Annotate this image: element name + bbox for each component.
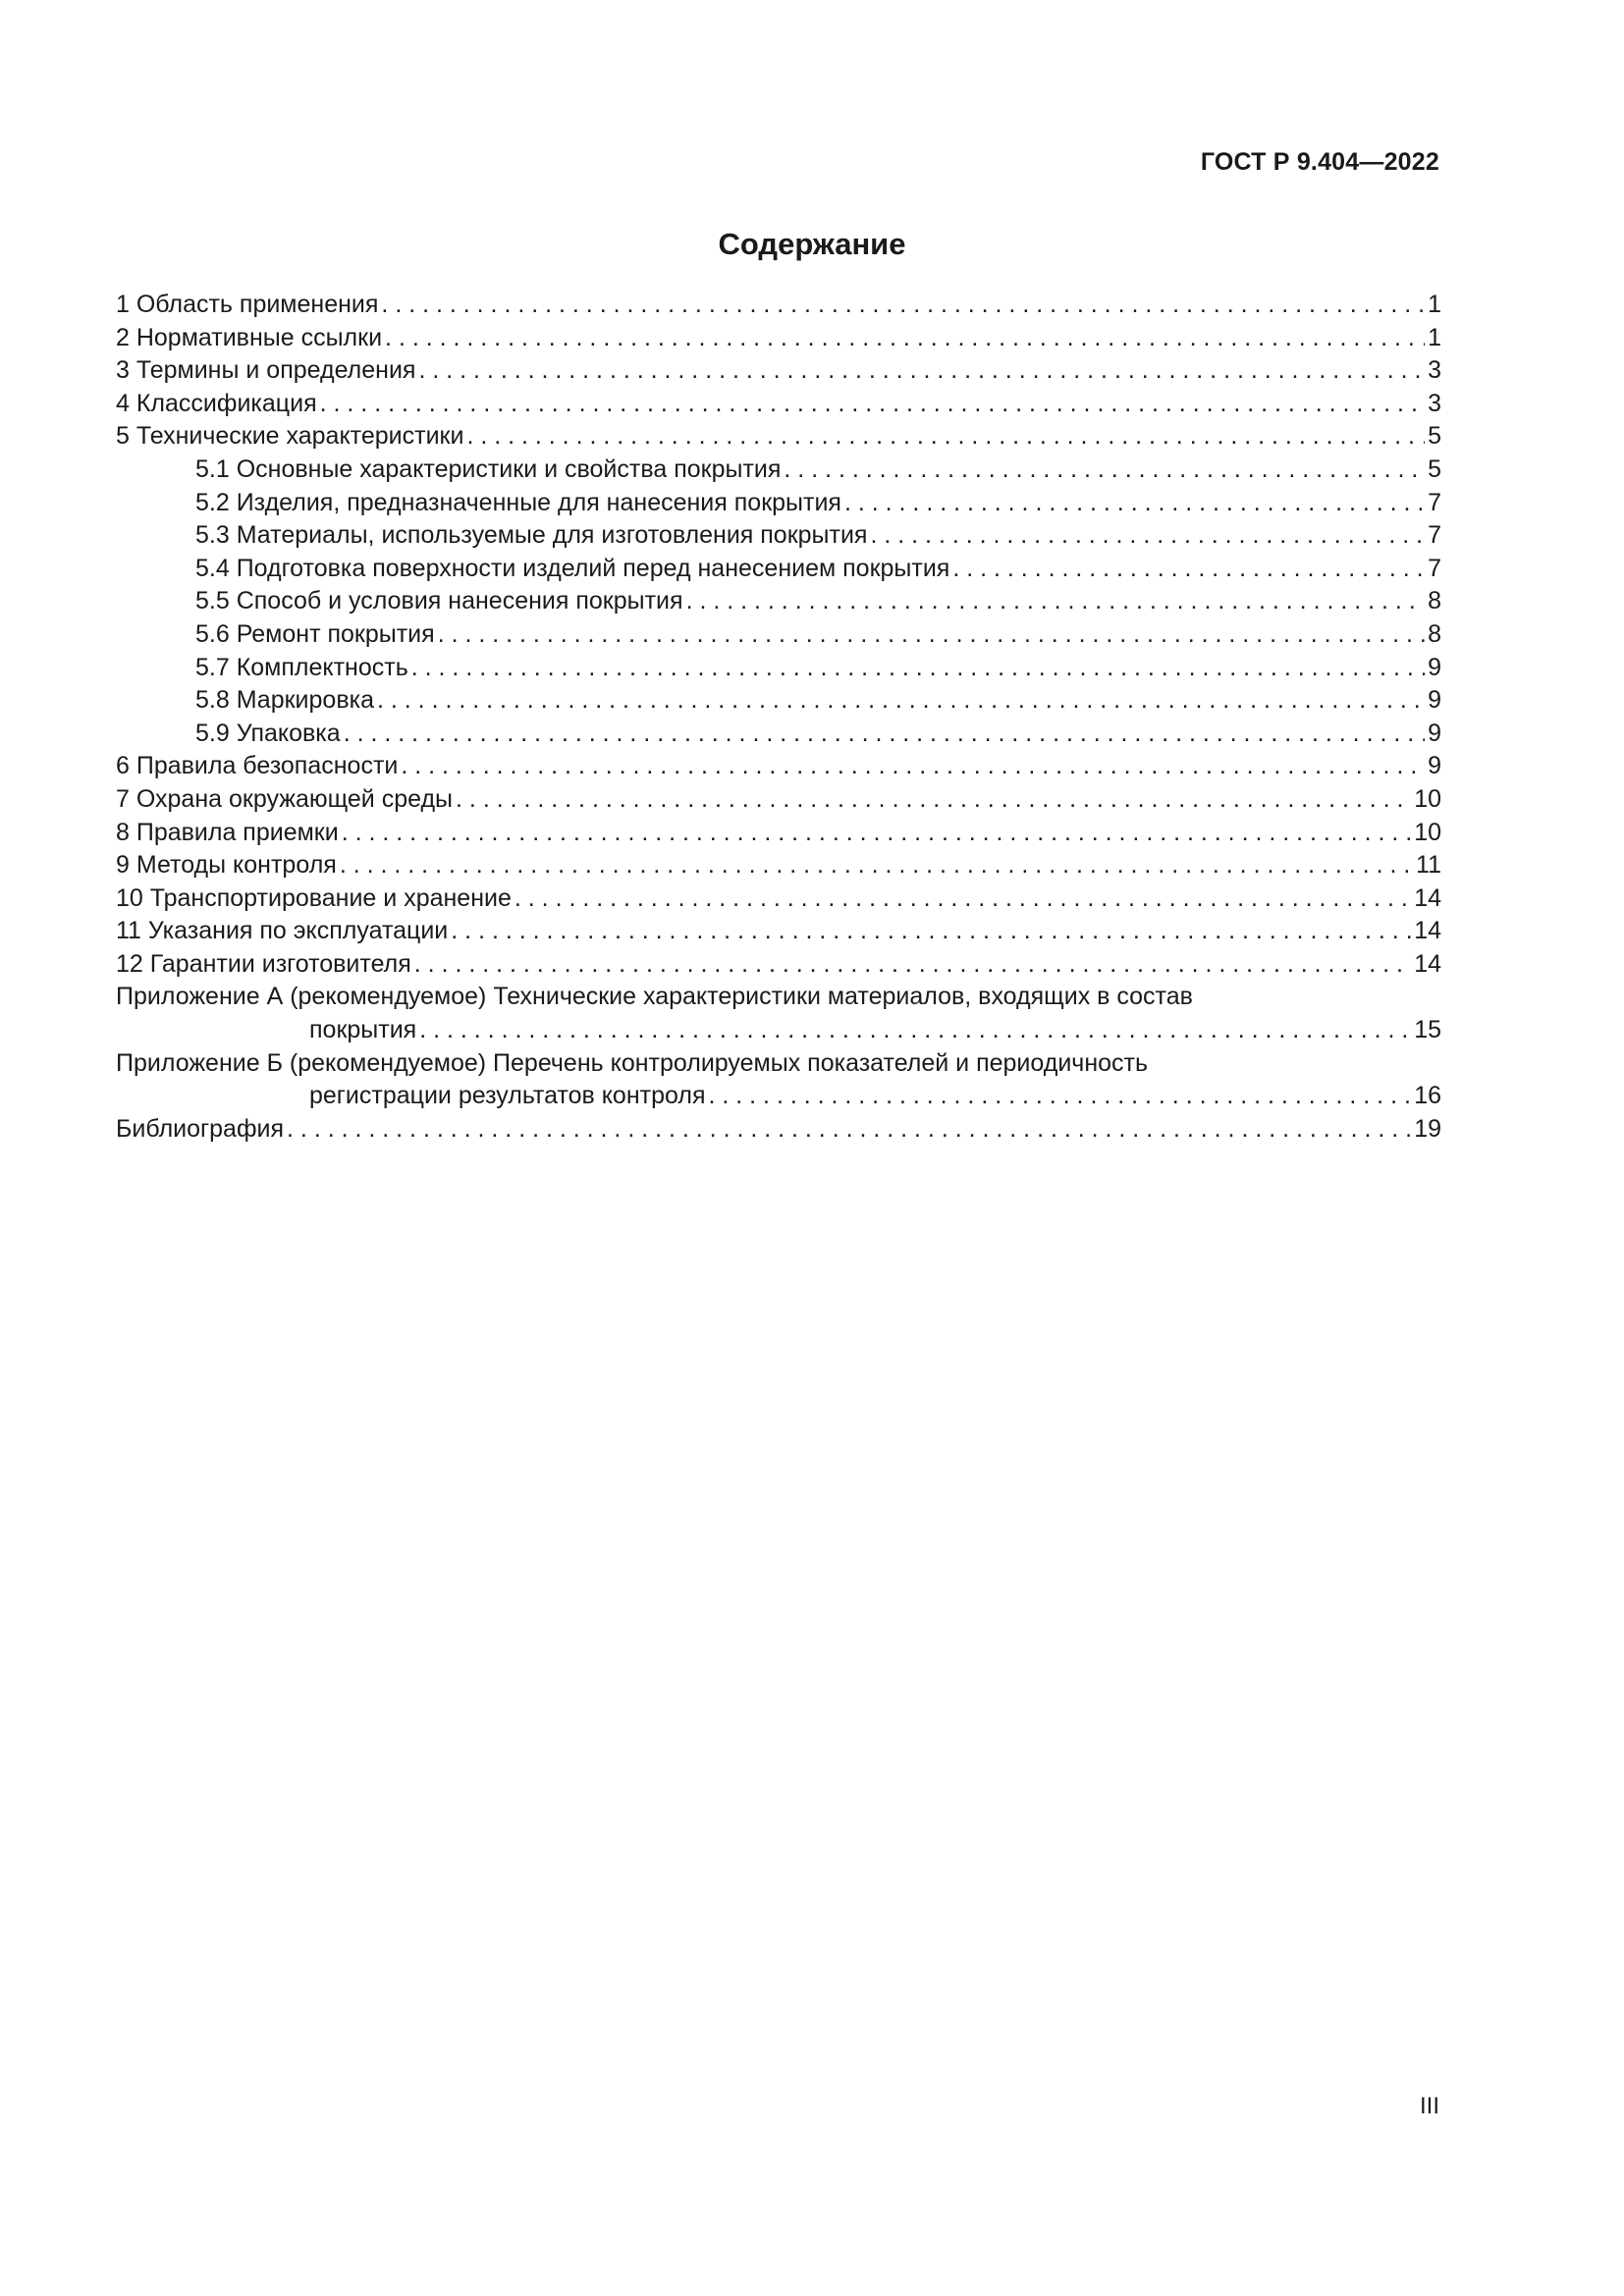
toc-entry-page: 7 bbox=[1428, 521, 1441, 550]
toc-entry-2[interactable] bbox=[116, 322, 1441, 355]
toc-entry-appendix-b[interactable] bbox=[116, 1047, 1441, 1113]
toc-entry-page: 11 bbox=[1416, 851, 1441, 880]
toc-entry-label: 8 Правила приемки bbox=[116, 818, 339, 846]
toc-entry-label: 5.4 Подготовка поверхности изделий перед нанесением покрытия bbox=[195, 554, 950, 582]
toc-entry-label: Приложение Б (рекомендуемое) Перечень контролируемых показателей и периодичность bbox=[116, 1048, 1149, 1077]
toc-entry-label-continued: регистрации результатов контроля bbox=[309, 1082, 706, 1110]
toc-entry-page: 3 bbox=[1428, 389, 1441, 417]
toc-entry-5-5[interactable] bbox=[116, 585, 1441, 618]
toc-entry-4[interactable] bbox=[116, 388, 1441, 421]
toc-entry-page: 1 bbox=[1428, 291, 1441, 318]
toc-entry-label-continued: покрытия bbox=[309, 1016, 417, 1044]
toc-entry-label: Библиография bbox=[116, 1114, 285, 1143]
toc-entry-6[interactable] bbox=[116, 750, 1441, 783]
toc-entry-label: 5 Технические характеристики bbox=[116, 422, 464, 451]
dot-leader bbox=[456, 783, 1411, 817]
toc-entry-label: 1 Область применения bbox=[116, 291, 379, 318]
dot-leader bbox=[514, 882, 1411, 916]
toc-entry-5-7[interactable] bbox=[116, 652, 1441, 685]
toc-entry-label: 5.5 Способ и условия нанесения покрытия bbox=[195, 587, 683, 615]
toc-entry-label: 11 Указания по эксплуатации bbox=[116, 917, 449, 945]
dot-leader bbox=[377, 684, 1425, 718]
toc-entry-label: 10 Транспортирование и хранение bbox=[116, 883, 512, 912]
dot-leader bbox=[340, 849, 1413, 882]
toc-entry-5-1[interactable] bbox=[116, 454, 1441, 487]
toc-entry-label: 2 Нормативные ссылки bbox=[116, 323, 383, 351]
toc-entry-page: 7 bbox=[1428, 488, 1441, 516]
toc-entry-10[interactable] bbox=[116, 882, 1441, 916]
dot-leader bbox=[466, 420, 1425, 454]
toc-entry-5-6[interactable] bbox=[116, 618, 1441, 652]
table-of-contents bbox=[116, 289, 1441, 1146]
toc-entry-page: 16 bbox=[1414, 1082, 1441, 1110]
toc-entry-page: 15 bbox=[1414, 1016, 1441, 1044]
toc-entry-5[interactable] bbox=[116, 420, 1441, 454]
dot-leader bbox=[784, 454, 1425, 487]
toc-entry-5-4[interactable] bbox=[116, 553, 1441, 586]
toc-entry-1[interactable] bbox=[116, 289, 1441, 322]
toc-entry-5-9[interactable] bbox=[116, 718, 1441, 751]
toc-entry-page: 5 bbox=[1428, 422, 1441, 451]
toc-entry-page: 9 bbox=[1428, 686, 1441, 715]
toc-entry-label: 5.8 Маркировка bbox=[195, 686, 374, 715]
toc-entry-page: 9 bbox=[1428, 719, 1441, 747]
toc-entry-page: 14 bbox=[1414, 917, 1441, 945]
dot-leader bbox=[438, 618, 1425, 652]
dot-leader bbox=[844, 487, 1425, 520]
dot-leader bbox=[401, 750, 1425, 783]
toc-entry-label: 5.6 Ремонт покрытия bbox=[195, 619, 435, 648]
toc-entry-page: 14 bbox=[1414, 949, 1441, 978]
dot-leader bbox=[381, 289, 1425, 322]
toc-entry-11[interactable] bbox=[116, 915, 1441, 948]
page-number: III bbox=[1419, 2093, 1439, 2119]
toc-entry-5-8[interactable] bbox=[116, 684, 1441, 718]
toc-entry-label: 4 Классификация bbox=[116, 389, 317, 417]
toc-entry-label: 5.3 Материалы, используемые для изготовления покрытия bbox=[195, 521, 868, 550]
toc-entry-page: 9 bbox=[1428, 752, 1441, 780]
toc-entry-3[interactable] bbox=[116, 354, 1441, 388]
toc-entry-page: 1 bbox=[1428, 323, 1441, 351]
dot-leader bbox=[411, 652, 1425, 685]
dot-leader bbox=[320, 388, 1425, 421]
toc-entry-page: 9 bbox=[1428, 653, 1441, 681]
dot-leader bbox=[385, 322, 1425, 355]
toc-entry-7[interactable] bbox=[116, 783, 1441, 817]
document-code: ГОСТ Р 9.404—2022 bbox=[1200, 148, 1439, 176]
dot-leader bbox=[686, 585, 1426, 618]
toc-entry-page: 14 bbox=[1414, 883, 1441, 912]
dot-leader bbox=[418, 354, 1425, 388]
toc-entry-label: 5.1 Основные характеристики и свойства покрытия bbox=[195, 454, 782, 483]
dot-leader bbox=[419, 1014, 1411, 1047]
toc-entry-page: 7 bbox=[1428, 554, 1441, 582]
dot-leader bbox=[708, 1080, 1411, 1113]
toc-entry-label: Приложение А (рекомендуемое) Технические характеристики материалов, входящих в состав bbox=[116, 983, 1193, 1011]
toc-entry-5-3[interactable] bbox=[116, 519, 1441, 553]
toc-entry-label: 3 Термины и определения bbox=[116, 356, 416, 385]
toc-title: Содержание bbox=[718, 227, 906, 261]
toc-entry-label: 6 Правила безопасности bbox=[116, 752, 399, 780]
toc-entry-12[interactable] bbox=[116, 948, 1441, 982]
dot-leader bbox=[952, 553, 1425, 586]
toc-entry-page: 3 bbox=[1428, 356, 1441, 385]
dot-leader bbox=[342, 817, 1411, 850]
dot-leader bbox=[287, 1113, 1411, 1147]
toc-entry-page: 19 bbox=[1414, 1114, 1441, 1143]
toc-entry-appendix-a[interactable] bbox=[116, 981, 1441, 1046]
toc-entry-page: 10 bbox=[1414, 784, 1441, 813]
toc-entry-page: 5 bbox=[1428, 454, 1441, 483]
toc-entry-5-2[interactable] bbox=[116, 487, 1441, 520]
toc-entry-label: 5.2 Изделия, предназначенные для нанесения покрытия bbox=[195, 488, 841, 516]
toc-entry-8[interactable] bbox=[116, 817, 1441, 850]
dot-leader bbox=[451, 915, 1411, 948]
dot-leader bbox=[870, 519, 1425, 553]
dot-leader bbox=[414, 948, 1411, 982]
toc-entry-label: 12 Гарантии изготовителя bbox=[116, 949, 411, 978]
toc-entry-page: 8 bbox=[1428, 619, 1441, 648]
toc-entry-bibliography[interactable] bbox=[116, 1113, 1441, 1147]
toc-entry-page: 8 bbox=[1428, 587, 1441, 615]
toc-entry-label: 5.7 Комплектность bbox=[195, 653, 408, 681]
toc-entry-label: 9 Методы контроля bbox=[116, 851, 337, 880]
toc-entry-page: 10 bbox=[1414, 818, 1441, 846]
toc-entry-9[interactable] bbox=[116, 849, 1441, 882]
dot-leader bbox=[344, 718, 1425, 751]
toc-entry-label: 7 Охрана окружающей среды bbox=[116, 784, 454, 813]
toc-entry-label: 5.9 Упаковка bbox=[195, 719, 341, 747]
